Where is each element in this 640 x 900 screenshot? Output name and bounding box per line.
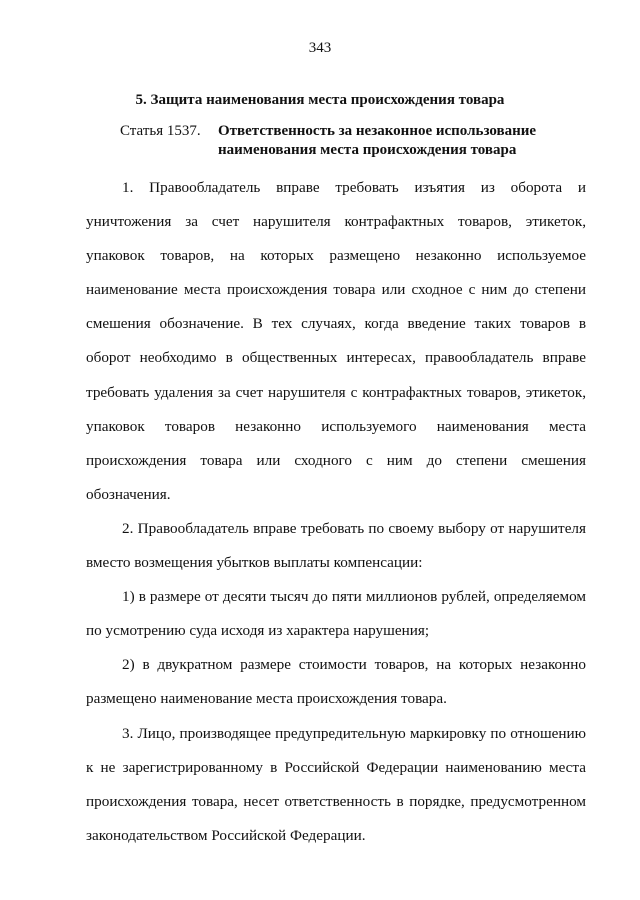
- paragraph-2: 2. Правообладатель вправе требовать по своему выбору от нарушителя вместо возмещения убытков выплаты компенсации:: [86, 519, 586, 572]
- paragraph-1: 1. Правообладатель вправе требовать изъятия из оборота и уничтожения за счет нарушителя контрафактных товаров, этикеток, упаковок товаров, на которых размещено незаконно используемое наименование места происхождения товара или сходное с ним до степени смешения обозначение. В тех случаях, когда введение таких товаров в оборот необходимо в общественных интересах, правообладатель вправе требовать удаления за счет нарушителя с контрафактных товаров, этикеток, упаковок товаров незаконно используемого наименования места происхождения товара или сходного с ним до степени смешения обозначения.: [86, 179, 586, 503]
- article-body: [86, 171, 586, 853]
- paragraph-3: 3. Лицо, производящее предупредительную маркировку по отношению к не зарегистрированному в Российской Федерации наименованию места происхождения товара, несет ответственность в порядке, предусмотренном законодательством Российской Федерации.: [86, 724, 586, 844]
- article-label: Статья 1537.: [120, 123, 201, 139]
- article-title-line-2: наименования места происхождения товара: [218, 142, 517, 158]
- paragraph-2-item-1: 1) в размере от десяти тысяч до пяти миллионов рублей, определяемом по усмотрению суда исходя из характера нарушения;: [86, 588, 586, 640]
- section-title: 5. Защита наименования места происхождения товара: [135, 92, 505, 108]
- article-title: [218, 122, 578, 160]
- paragraph-2-item-2: 2) в двукратном размере стоимости товаров, на которых незаконно размещено наименование места происхождения товара.: [86, 656, 586, 708]
- article-title-line-1: Ответственность за незаконное использование: [218, 123, 537, 139]
- page-number: 343: [308, 40, 332, 56]
